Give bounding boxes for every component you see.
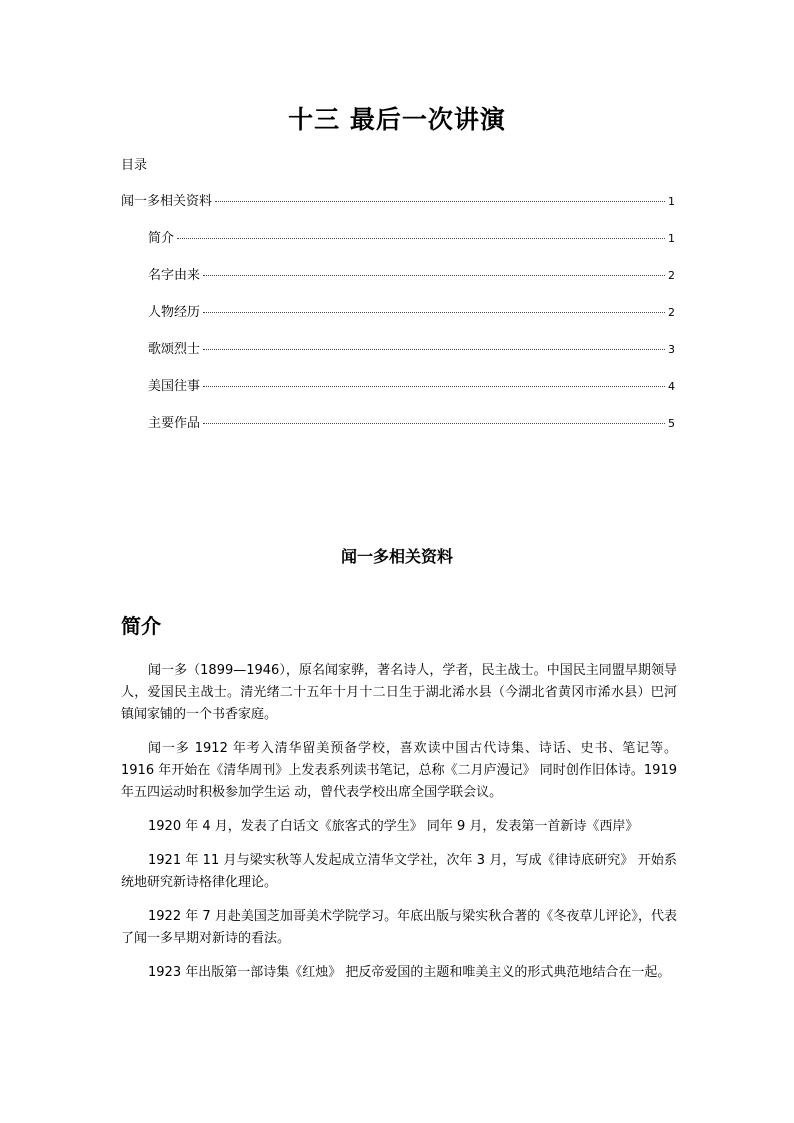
toc-entry-page: 2 <box>668 269 675 282</box>
toc-dot-leader <box>203 349 665 350</box>
toc-entry-related-materials[interactable] <box>121 190 675 227</box>
body-text <box>121 660 677 996</box>
toc-entry-america-years[interactable] <box>121 375 675 412</box>
paragraph: 1923 年出版第一部诗集《红烛》 把反帝爱国的主题和唯美主义的形式典范地结合在一起。 <box>148 965 671 980</box>
toc-entry-page: 2 <box>668 306 675 319</box>
paragraph: 1922 年 7 月赴美国芝加哥美术学院学习。年底出版与梁实秋合著的《冬夜草儿评论》，代表了闻一多早期对新诗的看法。 <box>121 909 677 946</box>
toc-entry-label: 闻一多相关资料 <box>121 194 213 209</box>
toc-entry-page: 1 <box>668 232 675 245</box>
toc-entry-label: 主要作品 <box>148 416 201 431</box>
toc-entry-name-origin[interactable] <box>121 264 675 301</box>
toc-entry-biography[interactable] <box>121 301 675 338</box>
toc-dot-leader <box>203 423 665 424</box>
toc-entry-page: 5 <box>668 417 675 430</box>
paragraph: 1920 年 4 月，发表了白话文《旅客式的学生》 同年 9 月，发表第一首新诗《西岸》 <box>148 819 639 834</box>
toc-entry-label: 名字由来 <box>148 268 201 283</box>
paragraph: 闻一多（1899—1946），原名闻家骅，著名诗人，学者，民主战士。中国民主同盟早期领导人，爱国民主战士。清光绪二十五年十月十二日生于湖北浠水县（今湖北省黄冈市浠水县）巴河镇闻家铺的一个书香家庭。 <box>121 663 677 722</box>
section-heading: 闻一多相关资料 <box>340 547 453 566</box>
paragraph: 1921 年 11 月与梁实秋等人发起成立清华文学社，次年 3 月，写成《律诗底研究》 开始系统地研究新诗格律化理论。 <box>121 853 677 890</box>
toc-entry-label: 人物经历 <box>148 305 201 320</box>
toc-entry-label: 美国往事 <box>148 379 201 394</box>
toc-heading: 目录 <box>121 158 148 173</box>
toc-entry-label: 歌颂烈士 <box>148 342 201 357</box>
toc-entry-major-works[interactable] <box>121 412 675 449</box>
document-title: 十三 最后一次讲演 <box>288 105 506 134</box>
paragraph: 闻一多 1912 年考入清华留美预备学校，喜欢读中国古代诗集、诗话、史书、笔记等。1916 年开始在《清华周刊》上发表系列读书笔记，总称《二月庐漫记》 同时创作旧体诗。1919 年五四运动时积极参加学生运 动，曾代表学校出席全国学联会议。 <box>121 741 677 800</box>
toc-dot-leader <box>203 275 665 276</box>
toc-dot-leader <box>203 312 665 313</box>
toc-entry-page: 3 <box>668 343 675 356</box>
toc-entry-page: 4 <box>668 380 675 393</box>
toc-entry-label: 简介 <box>148 231 175 246</box>
toc-entry-introduction[interactable] <box>121 227 675 264</box>
toc-entry-praising-martyrs[interactable] <box>121 338 675 375</box>
toc-dot-leader <box>215 201 665 202</box>
toc-entry-page: 1 <box>668 195 675 208</box>
toc-dot-leader <box>177 238 665 239</box>
table-of-contents <box>121 190 675 449</box>
toc-dot-leader <box>203 386 665 387</box>
subsection-heading: 简介 <box>121 614 161 638</box>
